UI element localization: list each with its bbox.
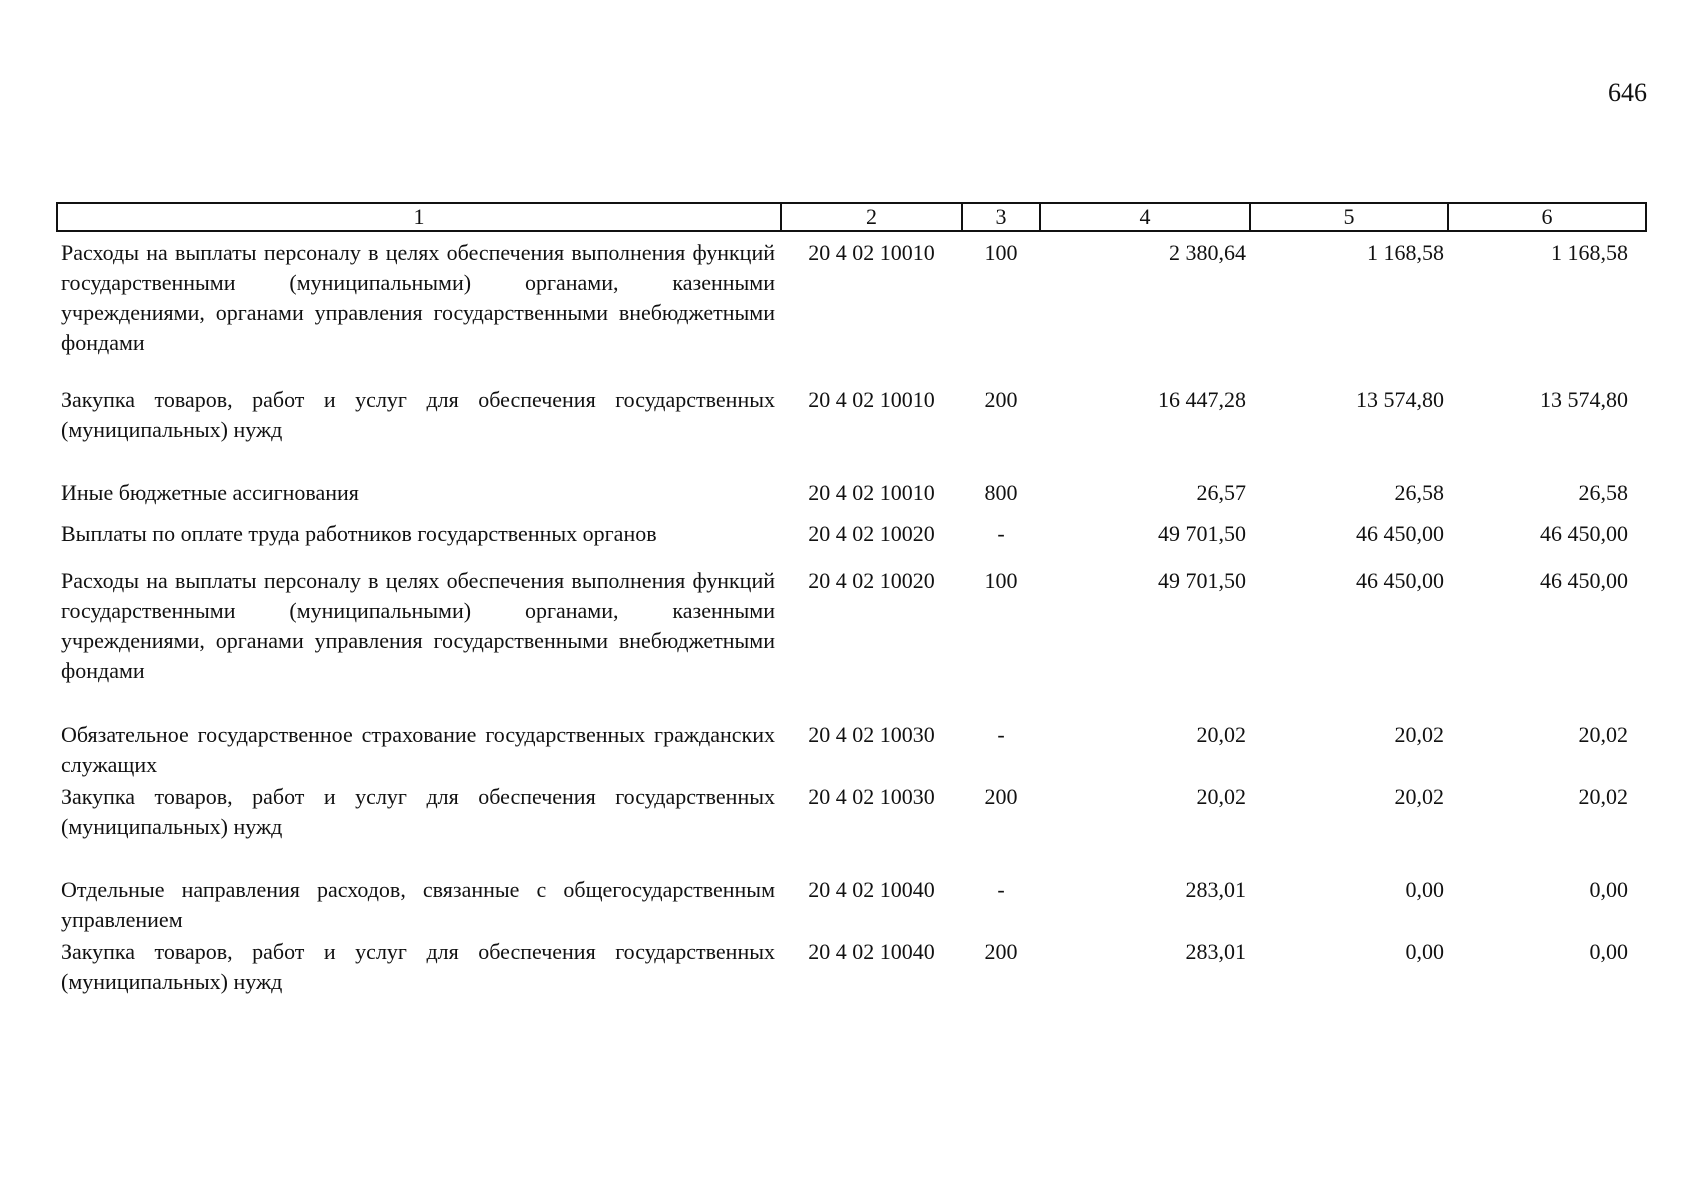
col-header-2: 2 <box>781 203 962 231</box>
row-name: Выплаты по оплате труда работников государственных органов <box>61 521 657 546</box>
row-value-6: 26,58 <box>1578 480 1628 505</box>
row-value-5: 20,02 <box>1394 722 1444 747</box>
row-code: 20 4 02 10010 <box>808 387 935 412</box>
row-value-5: 13 574,80 <box>1356 387 1444 412</box>
table-row <box>57 782 1646 875</box>
row-code: 20 4 02 10030 <box>808 722 935 747</box>
table-row <box>57 519 1646 566</box>
row-value-5: 46 450,00 <box>1356 568 1444 593</box>
row-name: Отдельные направления расходов, связанные с общегосударственным управлением <box>61 877 775 932</box>
row-name: Расходы на выплаты персоналу в целях обеспечения выполнения функций государственными (муниципальными) органами, казенными учреждениями, органами управления государственными внебюджетными фондами <box>61 240 775 355</box>
row-value-5: 20,02 <box>1394 784 1444 809</box>
row-value-6: 20,02 <box>1578 722 1628 747</box>
row-value-4: 49 701,50 <box>1158 568 1246 593</box>
row-code: 20 4 02 10010 <box>808 480 935 505</box>
row-value-6: 0,00 <box>1589 877 1628 902</box>
row-value-6: 46 450,00 <box>1540 521 1628 546</box>
table-row <box>57 566 1646 720</box>
row-value-4: 16 447,28 <box>1158 387 1246 412</box>
row-name: Закупка товаров, работ и услуг для обеспечения государственных (муниципальных) нужд <box>61 784 775 839</box>
row-value-5: 1 168,58 <box>1367 240 1444 265</box>
table-row <box>57 478 1646 519</box>
row-type: - <box>997 877 1005 902</box>
row-value-4: 26,57 <box>1196 480 1246 505</box>
row-name: Иные бюджетные ассигнования <box>61 480 359 505</box>
row-name: Расходы на выплаты персоналу в целях обеспечения выполнения функций государственными (муниципальными) органами, казенными учреждениями, органами управления государственными внебюджетными фондами <box>61 568 775 683</box>
row-name: Закупка товаров, работ и услуг для обеспечения государственных (муниципальных) нужд <box>61 387 775 442</box>
row-code: 20 4 02 10040 <box>808 939 935 964</box>
page-number: 646 <box>1608 78 1647 107</box>
col-header-1: 1 <box>57 203 781 231</box>
row-name: Обязательное государственное страхование государственных гражданских служащих <box>61 722 775 777</box>
header-row <box>57 203 1646 231</box>
row-value-6: 13 574,80 <box>1540 387 1628 412</box>
col-header-5: 5 <box>1250 203 1448 231</box>
table-row <box>57 875 1646 937</box>
row-type: 100 <box>984 240 1018 265</box>
row-code: 20 4 02 10040 <box>808 877 935 902</box>
row-value-5: 0,00 <box>1405 939 1444 964</box>
row-value-4: 49 701,50 <box>1158 521 1246 546</box>
row-value-6: 0,00 <box>1589 939 1628 964</box>
table-row <box>57 937 1646 999</box>
table-row <box>57 231 1646 385</box>
row-type: - <box>997 722 1005 747</box>
row-value-6: 46 450,00 <box>1540 568 1628 593</box>
row-value-5: 0,00 <box>1405 877 1444 902</box>
row-value-4: 20,02 <box>1196 722 1246 747</box>
row-value-4: 283,01 <box>1185 877 1246 902</box>
row-value-6: 20,02 <box>1578 784 1628 809</box>
row-code: 20 4 02 10010 <box>808 240 935 265</box>
row-code: 20 4 02 10030 <box>808 784 935 809</box>
row-value-6: 1 168,58 <box>1551 240 1628 265</box>
col-header-6: 6 <box>1448 203 1646 231</box>
row-value-4: 283,01 <box>1185 939 1246 964</box>
row-type: 200 <box>984 939 1018 964</box>
row-code: 20 4 02 10020 <box>808 568 935 593</box>
row-value-4: 20,02 <box>1196 784 1246 809</box>
row-code: 20 4 02 10020 <box>808 521 935 546</box>
row-value-5: 46 450,00 <box>1356 521 1444 546</box>
table-row <box>57 720 1646 782</box>
budget-table <box>56 202 1647 999</box>
row-type: 200 <box>984 387 1018 412</box>
col-header-3: 3 <box>962 203 1040 231</box>
table-row <box>57 385 1646 478</box>
row-name: Закупка товаров, работ и услуг для обеспечения государственных (муниципальных) нужд <box>61 939 775 994</box>
row-type: 100 <box>984 568 1018 593</box>
col-header-4: 4 <box>1040 203 1250 231</box>
row-type: 800 <box>984 480 1018 505</box>
row-value-5: 26,58 <box>1394 480 1444 505</box>
row-value-4: 2 380,64 <box>1169 240 1246 265</box>
row-type: - <box>997 521 1005 546</box>
row-type: 200 <box>984 784 1018 809</box>
